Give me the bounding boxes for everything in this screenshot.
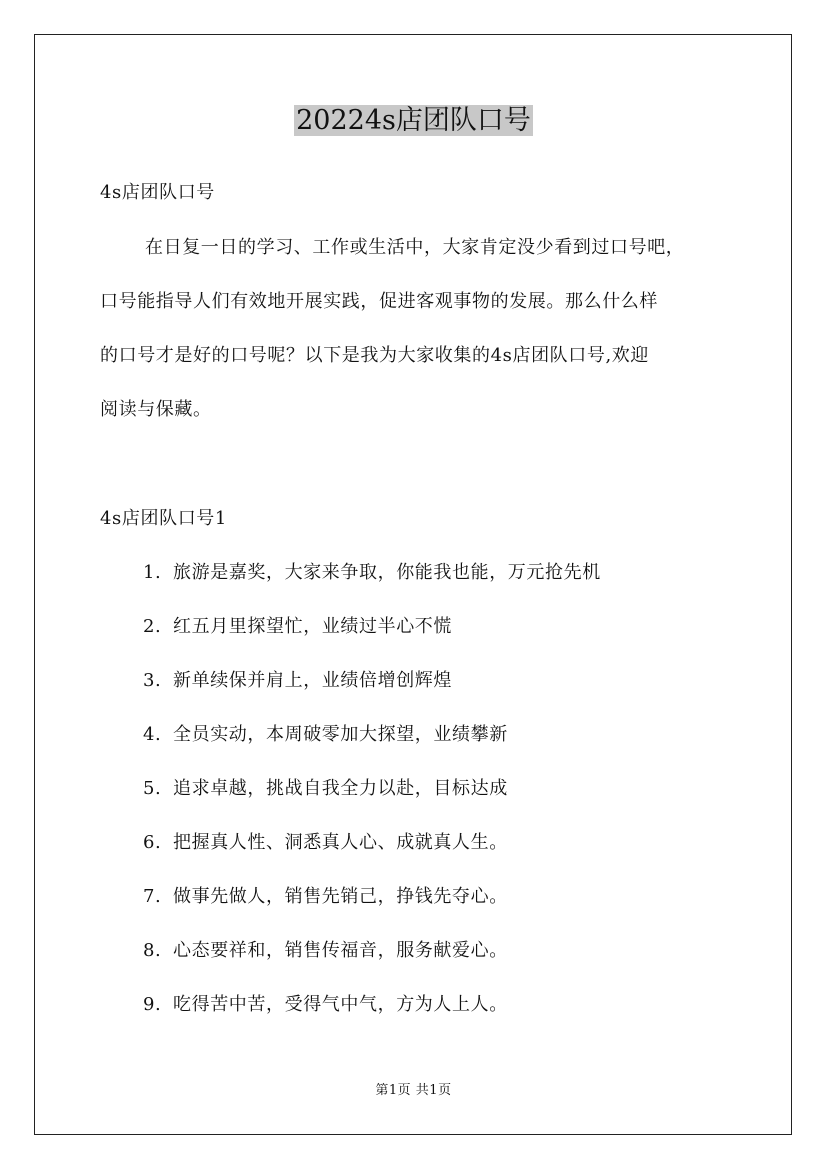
list-item-number: 1. xyxy=(143,562,162,583)
list-item-number: 3. xyxy=(143,670,162,691)
list-item-text: 红五月里探望忙，业绩过半心不慌 xyxy=(173,616,452,637)
list-item-text: 追求卓越，挑战自我全力以赴，目标达成 xyxy=(173,778,508,799)
list-item xyxy=(143,615,452,639)
list-item-number: 9. xyxy=(143,994,162,1015)
list-item-number: 2. xyxy=(143,616,162,637)
intro-line-2: 口号能指导人们有效地开展实践，促进客观事物的发展。那么什么样 xyxy=(100,291,658,312)
list-item xyxy=(143,561,601,585)
list-item-text: 心态要祥和，销售传福音，服务献爱心。 xyxy=(173,940,508,961)
list-item xyxy=(143,831,508,855)
list-item xyxy=(143,723,508,747)
list-item-text: 把握真人性、洞悉真人心、成就真人生。 xyxy=(173,832,508,853)
list-item-text: 吃得苦中苦，受得气中气，方为人上人。 xyxy=(173,994,508,1015)
intro-line-3: 的口号才是好的口号呢？以下是我为大家收集的4s店团队口号,欢迎 xyxy=(100,345,650,366)
section-heading: 4s店团队口号1 xyxy=(100,508,227,529)
list-item-text: 全员实动，本周破零加大探望，业绩攀新 xyxy=(173,724,508,745)
list-item-text: 新单续保并肩上，业绩倍增创辉煌 xyxy=(173,670,452,691)
intro-line-1: 在日复一日的学习、工作或生活中，大家肯定没少看到过口号吧， xyxy=(145,237,685,258)
list-item-number: 5. xyxy=(143,778,162,799)
list-item xyxy=(143,939,508,963)
list-item-number: 8. xyxy=(143,940,162,961)
list-item xyxy=(143,669,452,693)
page-footer: 第1页 共1页 xyxy=(375,1083,452,1098)
document-title-text: 20224s店团队口号 xyxy=(296,105,531,136)
list-item-number: 6. xyxy=(143,832,162,853)
document-title xyxy=(0,101,827,141)
list-item-text: 旅游是嘉奖，大家来争取，你能我也能，万元抢先机 xyxy=(173,562,601,583)
list-item-number: 4. xyxy=(143,724,162,745)
list-item-number: 7. xyxy=(143,886,162,907)
intro-line-4: 阅读与保藏。 xyxy=(100,399,212,420)
list-item xyxy=(143,885,508,909)
document-subtitle: 4s店团队口号 xyxy=(100,182,215,203)
list-item-text: 做事先做人，销售先销己，挣钱先夺心。 xyxy=(173,886,508,907)
list-item xyxy=(143,993,508,1017)
list-item xyxy=(143,777,508,801)
